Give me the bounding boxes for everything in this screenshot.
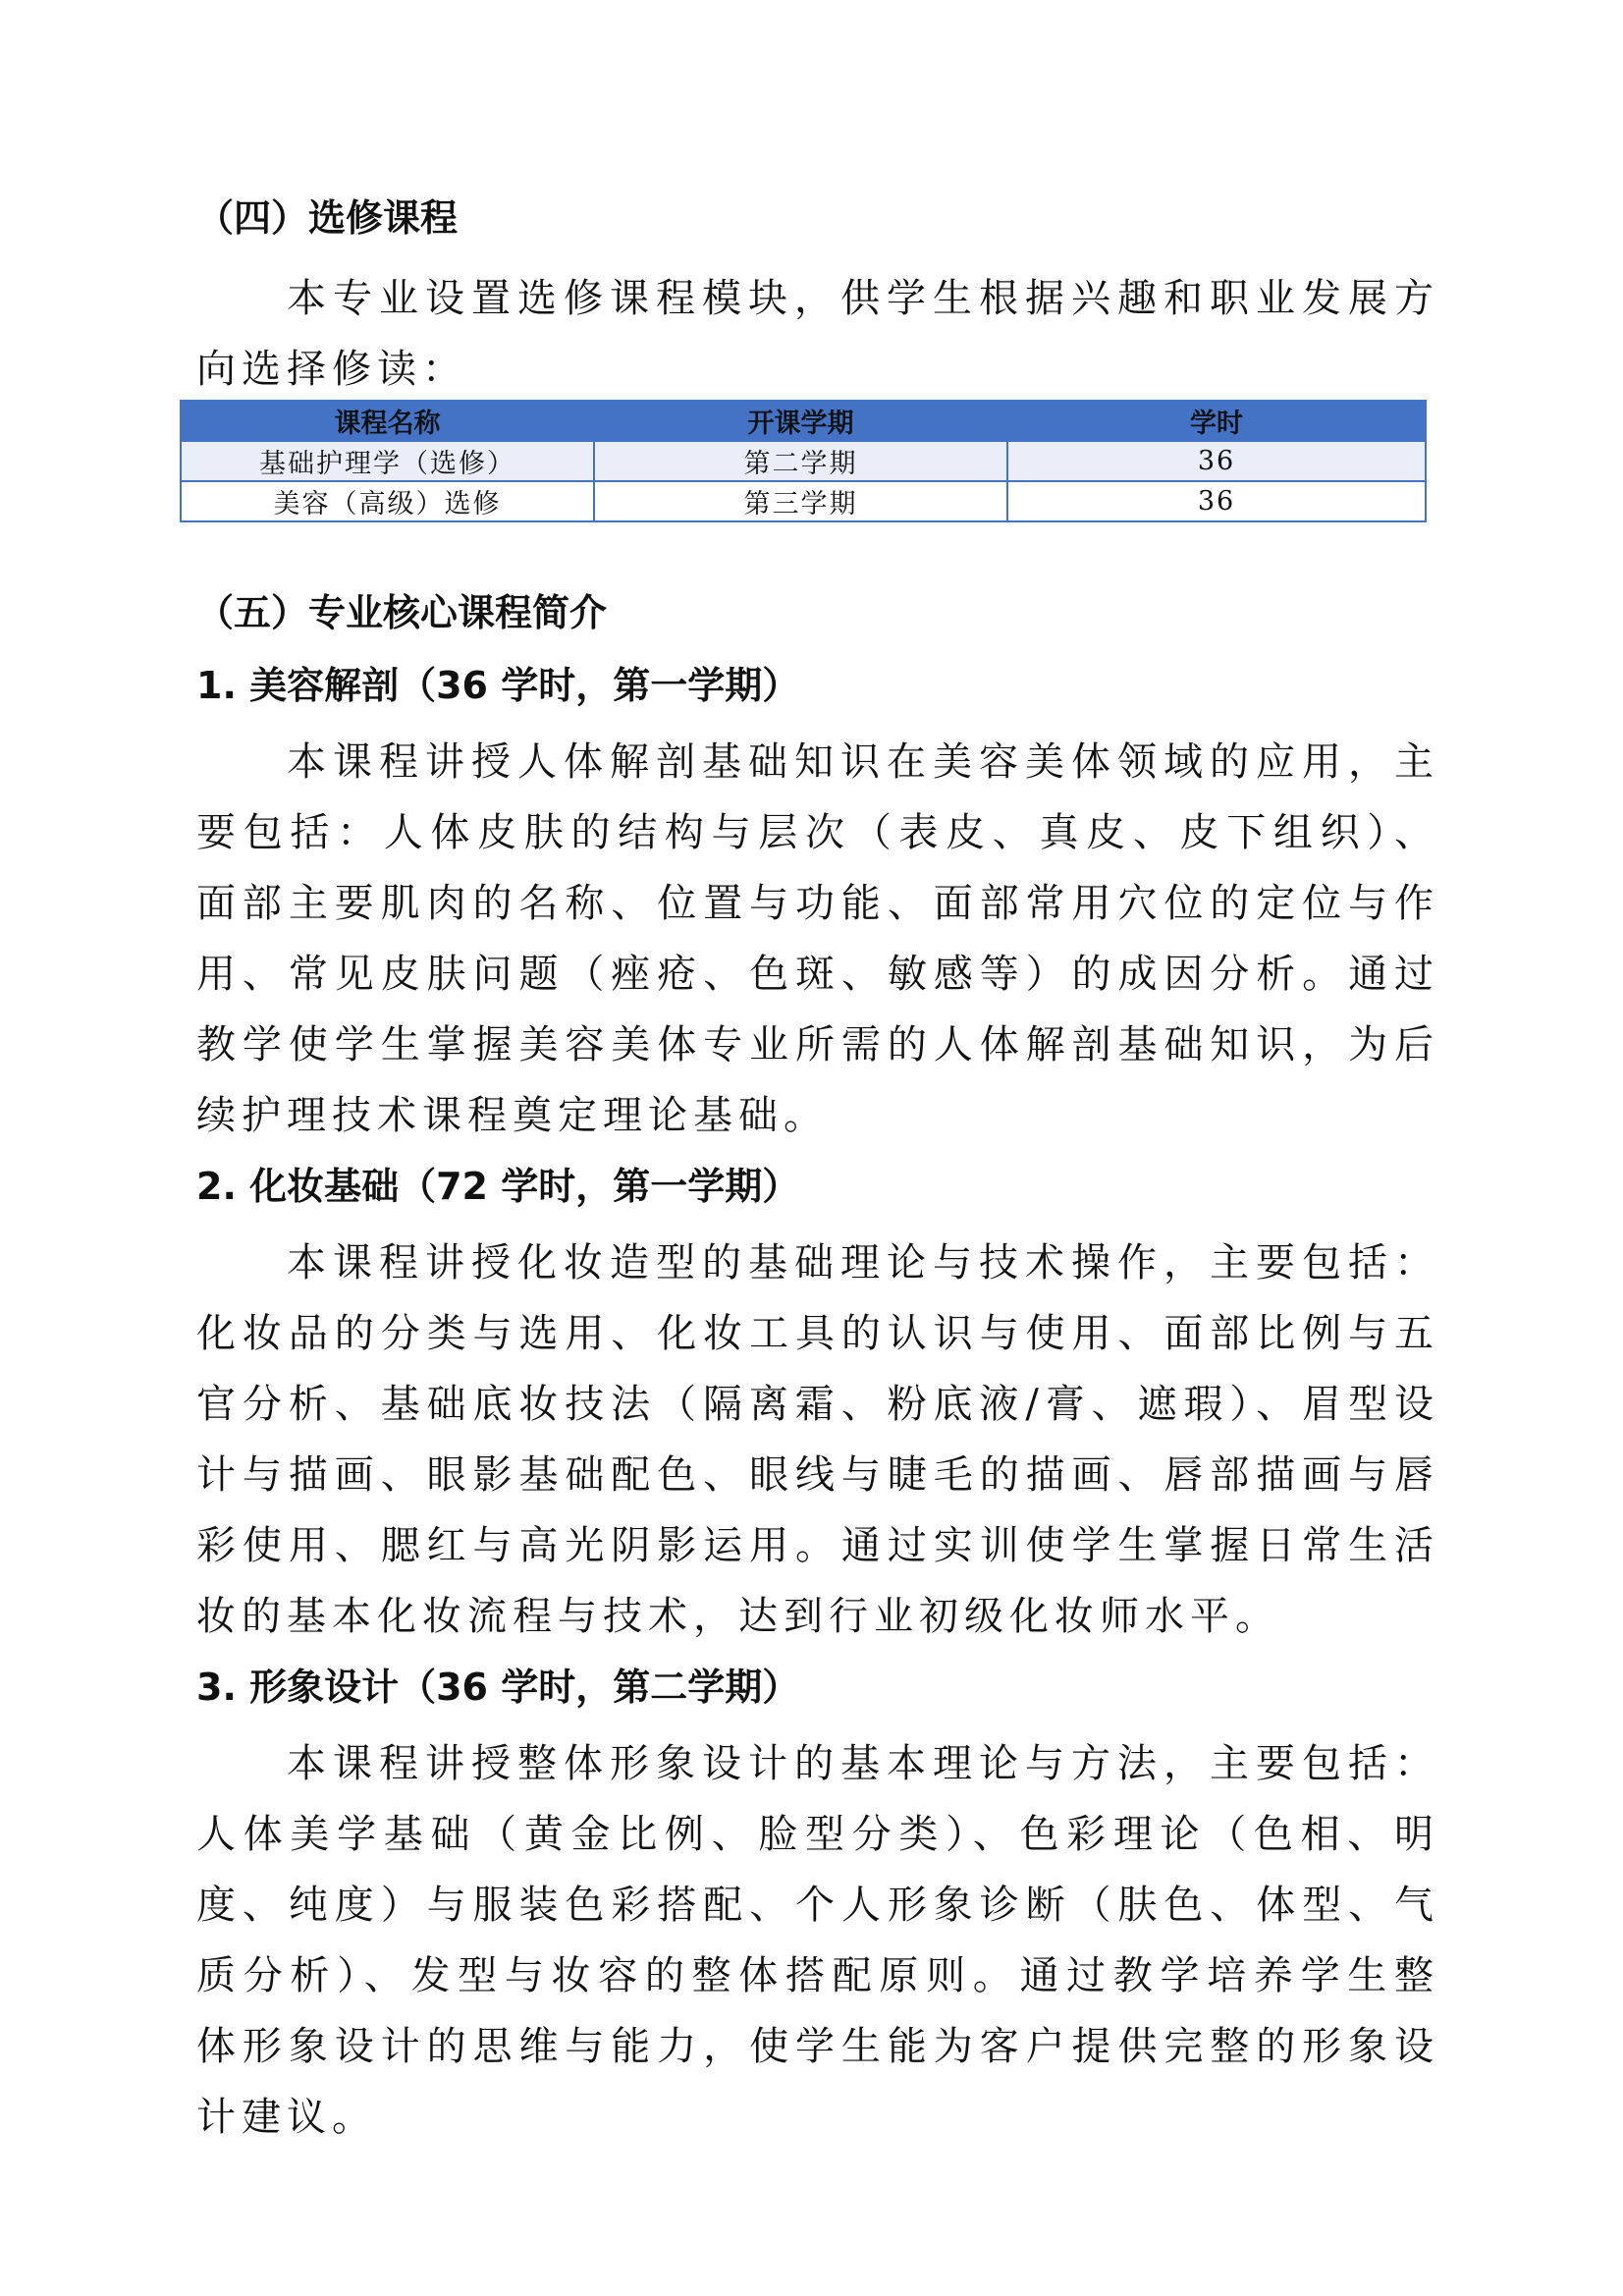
table-cell-course-name: 美容（高级）选修 [181,481,594,521]
course-2-title: 2. 化妆基础（72 学时，第一学期） [196,1165,800,1208]
course-3-title: 3. 形象设计（36 学时，第二学期） [196,1666,800,1709]
course-1-title: 1. 美容解剖（36 学时，第一学期） [196,664,800,707]
section-4-intro: 本专业设置选修课程模块，供学生根据兴趣和职业发展方向选择修读： [196,276,1439,392]
course-2-description: 本课程讲授化妆造型的基础理论与技术操作，主要包括：化妆品的分类与选用、化妆工具的认识与使用、面部比例与五官分析、基础底妆技法（隔离霜、粉底液/膏、遮瑕）、眉型设计与描画、眼影基础配色、眼线与睫毛的描画、唇部描画与唇彩使用、腮红与高光阴影运用。通过实训使学生掌握日常生活妆的基本化妆流程与技术，达到行业初级化妆师水平。 [196,1240,1439,1639]
table-cell-semester: 第二学期 [594,441,1007,481]
column-header-course-name: 课程名称 [181,401,594,441]
table-cell-hours: 36 [1007,481,1426,521]
table-header-row [181,401,1426,441]
course-3-description: 本课程讲授整体形象设计的基本理论与方法，主要包括：人体美学基础（黄金比例、脸型分类）、色彩理论（色相、明度、纯度）与服装色彩搭配、个人形象诊断（肤色、体型、气质分析）、发型与妆容的整体搭配原则。通过教学培养学生整体形象设计的思维与能力，使学生能为客户提供完整的形象设计建议。 [196,1741,1439,2140]
section-4-heading: （四）选修课程 [196,196,459,240]
table-row [181,481,1426,521]
section-5-heading: （五）专业核心课程简介 [196,591,608,634]
elective-courses-table [180,400,1427,522]
column-header-semester: 开课学期 [594,401,1007,441]
table-row [181,441,1426,481]
column-header-hours: 学时 [1007,401,1426,441]
course-1-description: 本课程讲授人体解剖基础知识在美容美体领域的应用，主要包括：人体皮肤的结构与层次（表皮、真皮、皮下组织）、面部主要肌肉的名称、位置与功能、面部常用穴位的定位与作用、常见皮肤问题（痤疮、色斑、敏感等）的成因分析。通过教学使学生掌握美容美体专业所需的人体解剖基础知识，为后续护理技术课程奠定理论基础。 [196,739,1439,1138]
table-cell-semester: 第三学期 [594,481,1007,521]
table-cell-course-name: 基础护理学（选修） [181,441,594,481]
table-cell-hours: 36 [1007,441,1426,481]
